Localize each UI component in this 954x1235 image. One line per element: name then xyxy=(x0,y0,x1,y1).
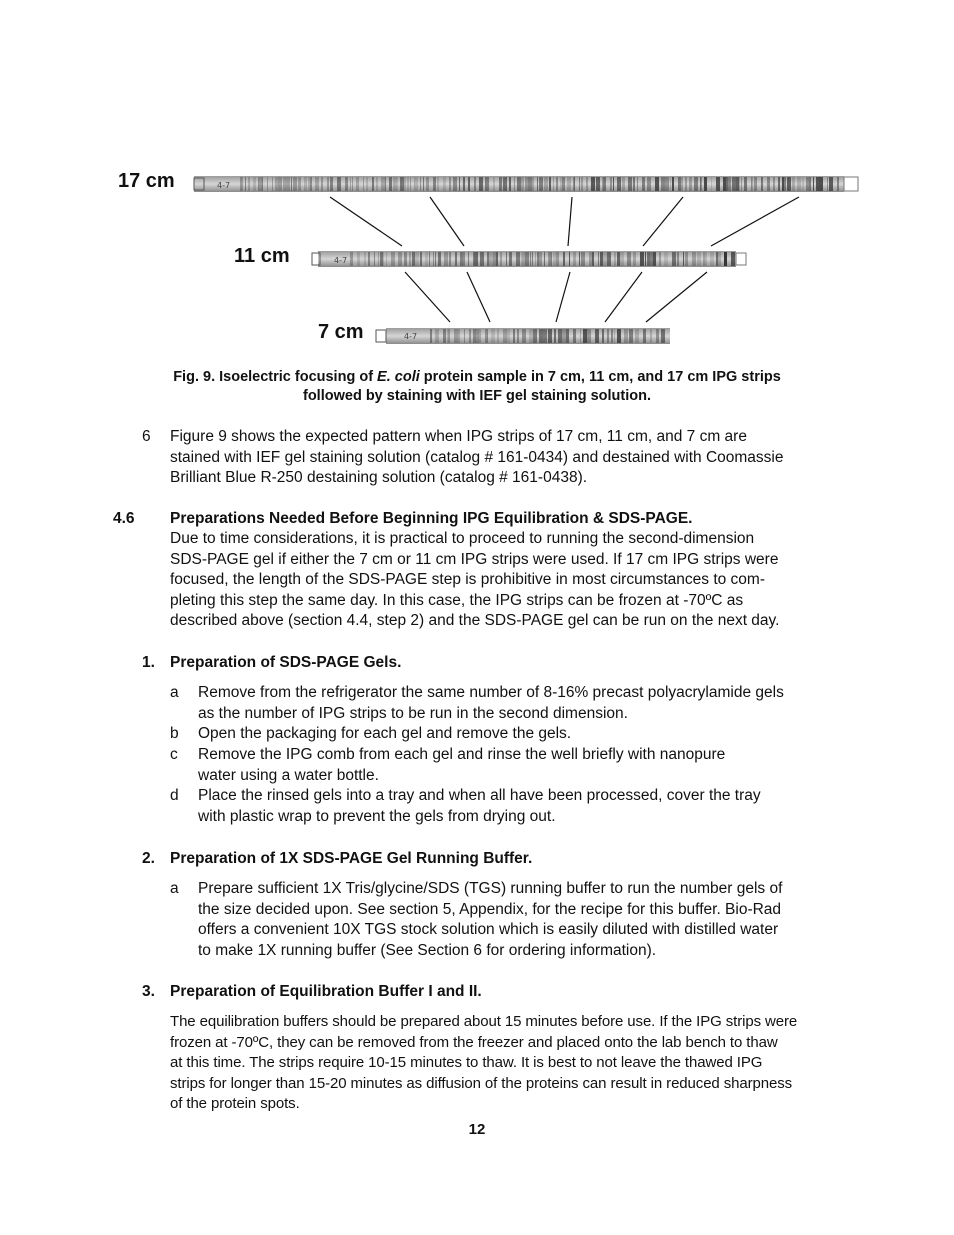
page-number: 12 xyxy=(468,1121,486,1138)
strip-label-17cm: 17 cm xyxy=(118,170,175,192)
sub-3-number: 3. xyxy=(142,983,155,1000)
strip-label-7cm: 7 cm xyxy=(318,321,364,343)
sub-1-title: Preparation of SDS-PAGE Gels. xyxy=(170,654,402,671)
strip-tag-17: 4-7 xyxy=(217,181,231,190)
sub-1-b-letter: b xyxy=(170,725,179,742)
section-4-6-title: Preparations Needed Before Beginning IPG Equilibration & SDS-PAGE. xyxy=(170,510,693,527)
sub-2-a-text: Prepare sufficient 1X Tris/glycine/SDS (TGS) running buffer to run the number gels of the size decided upon. See section 5, Appendix, for the recipe for this buffer. Bio-Rad offers a convenient 10X TGS stock solution which is easily diluted with distilled water to make 1X running buffer (See Section 6 for ordering information). xyxy=(198,880,783,959)
sub-2-title: Preparation of 1X SDS-PAGE Gel Running Buffer. xyxy=(170,850,533,867)
strip-11cm xyxy=(312,251,746,267)
strip-tag-7: 4-7 xyxy=(404,332,418,341)
strip-7cm xyxy=(376,328,670,344)
sub-2-number: 2. xyxy=(142,850,155,867)
strip-17cm xyxy=(194,176,858,192)
sub-1-d-text: Place the rinsed gels into a tray and when all have been processed, cover the tray with plastic wrap to prevent the gels from drying out. xyxy=(198,787,761,825)
section-4-6-text: Due to time considerations, it is practical to proceed to running the second-dimension SDS-PAGE gel if either the 7 cm or 11 cm IPG strips were used. If 17 cm IPG strips were focused, the length of the SDS-PAGE step is prohibitive in most circumstances to com- pleting this step the same day. In this case, the IPG strips can be frozen at -70ºC as described above (section 4.4, step 2) and the SDS-PAGE gel can be run on the next day. xyxy=(170,530,780,629)
figure-caption xyxy=(110,368,844,406)
sub-3-title: Preparation of Equilibration Buffer I and II. xyxy=(170,983,482,1000)
ief-figure xyxy=(0,150,954,360)
sub-1-a-text: Remove from the refrigerator the same number of 8-16% precast polyacrylamide gels as the number of IPG strips to be run in the second dimension. xyxy=(198,684,784,722)
section-4-6-number: 4.6 xyxy=(113,510,135,527)
strip-tag-11: 4-7 xyxy=(334,256,348,265)
strip-label-11cm: 11 cm xyxy=(234,245,290,267)
sub-3-text: The equilibration buffers should be prepared about 15 minutes before use. If the IPG strips were frozen at -70ºC, they can be removed from the freezer and placed onto the lab bench to thaw at this time. The strips require 10-15 minutes to thaw. It is best to not leave the thawed IPG strips for longer than 15-20 minutes as diffusion of the proteins can result in reduced sharpness of the protein spots. xyxy=(170,1013,798,1112)
step-6-text: Figure 9 shows the expected pattern when IPG strips of 17 cm, 11 cm, and 7 cm are stained with IEF gel staining solution (catalog # 161-0434) and destained with Coomassie Brilliant Blue R-250 destaining solution (catalog # 161-0438). xyxy=(170,428,784,486)
step-6-number: 6 xyxy=(142,428,151,445)
caption-line-1: Fig. 9. Isoelectric focusing of E. coli protein sample in 7 cm, 11 cm, and 17 cm IPG strips xyxy=(173,369,781,385)
caption-line-2: followed by staining with IEF gel staining solution. xyxy=(303,388,651,404)
sub-1-d-letter: d xyxy=(170,787,179,804)
sub-1-c-letter: c xyxy=(170,746,178,763)
sub-2-a-letter: a xyxy=(170,880,179,897)
ipg-strips-image xyxy=(0,150,954,360)
sub-1-c-text: Remove the IPG comb from each gel and rinse the well briefly with nanopure water using a water bottle. xyxy=(198,746,726,784)
sub-1-a-letter: a xyxy=(170,684,179,701)
sub-1-number: 1. xyxy=(142,654,155,671)
sub-1-b-text: Open the packaging for each gel and remove the gels. xyxy=(198,725,572,742)
